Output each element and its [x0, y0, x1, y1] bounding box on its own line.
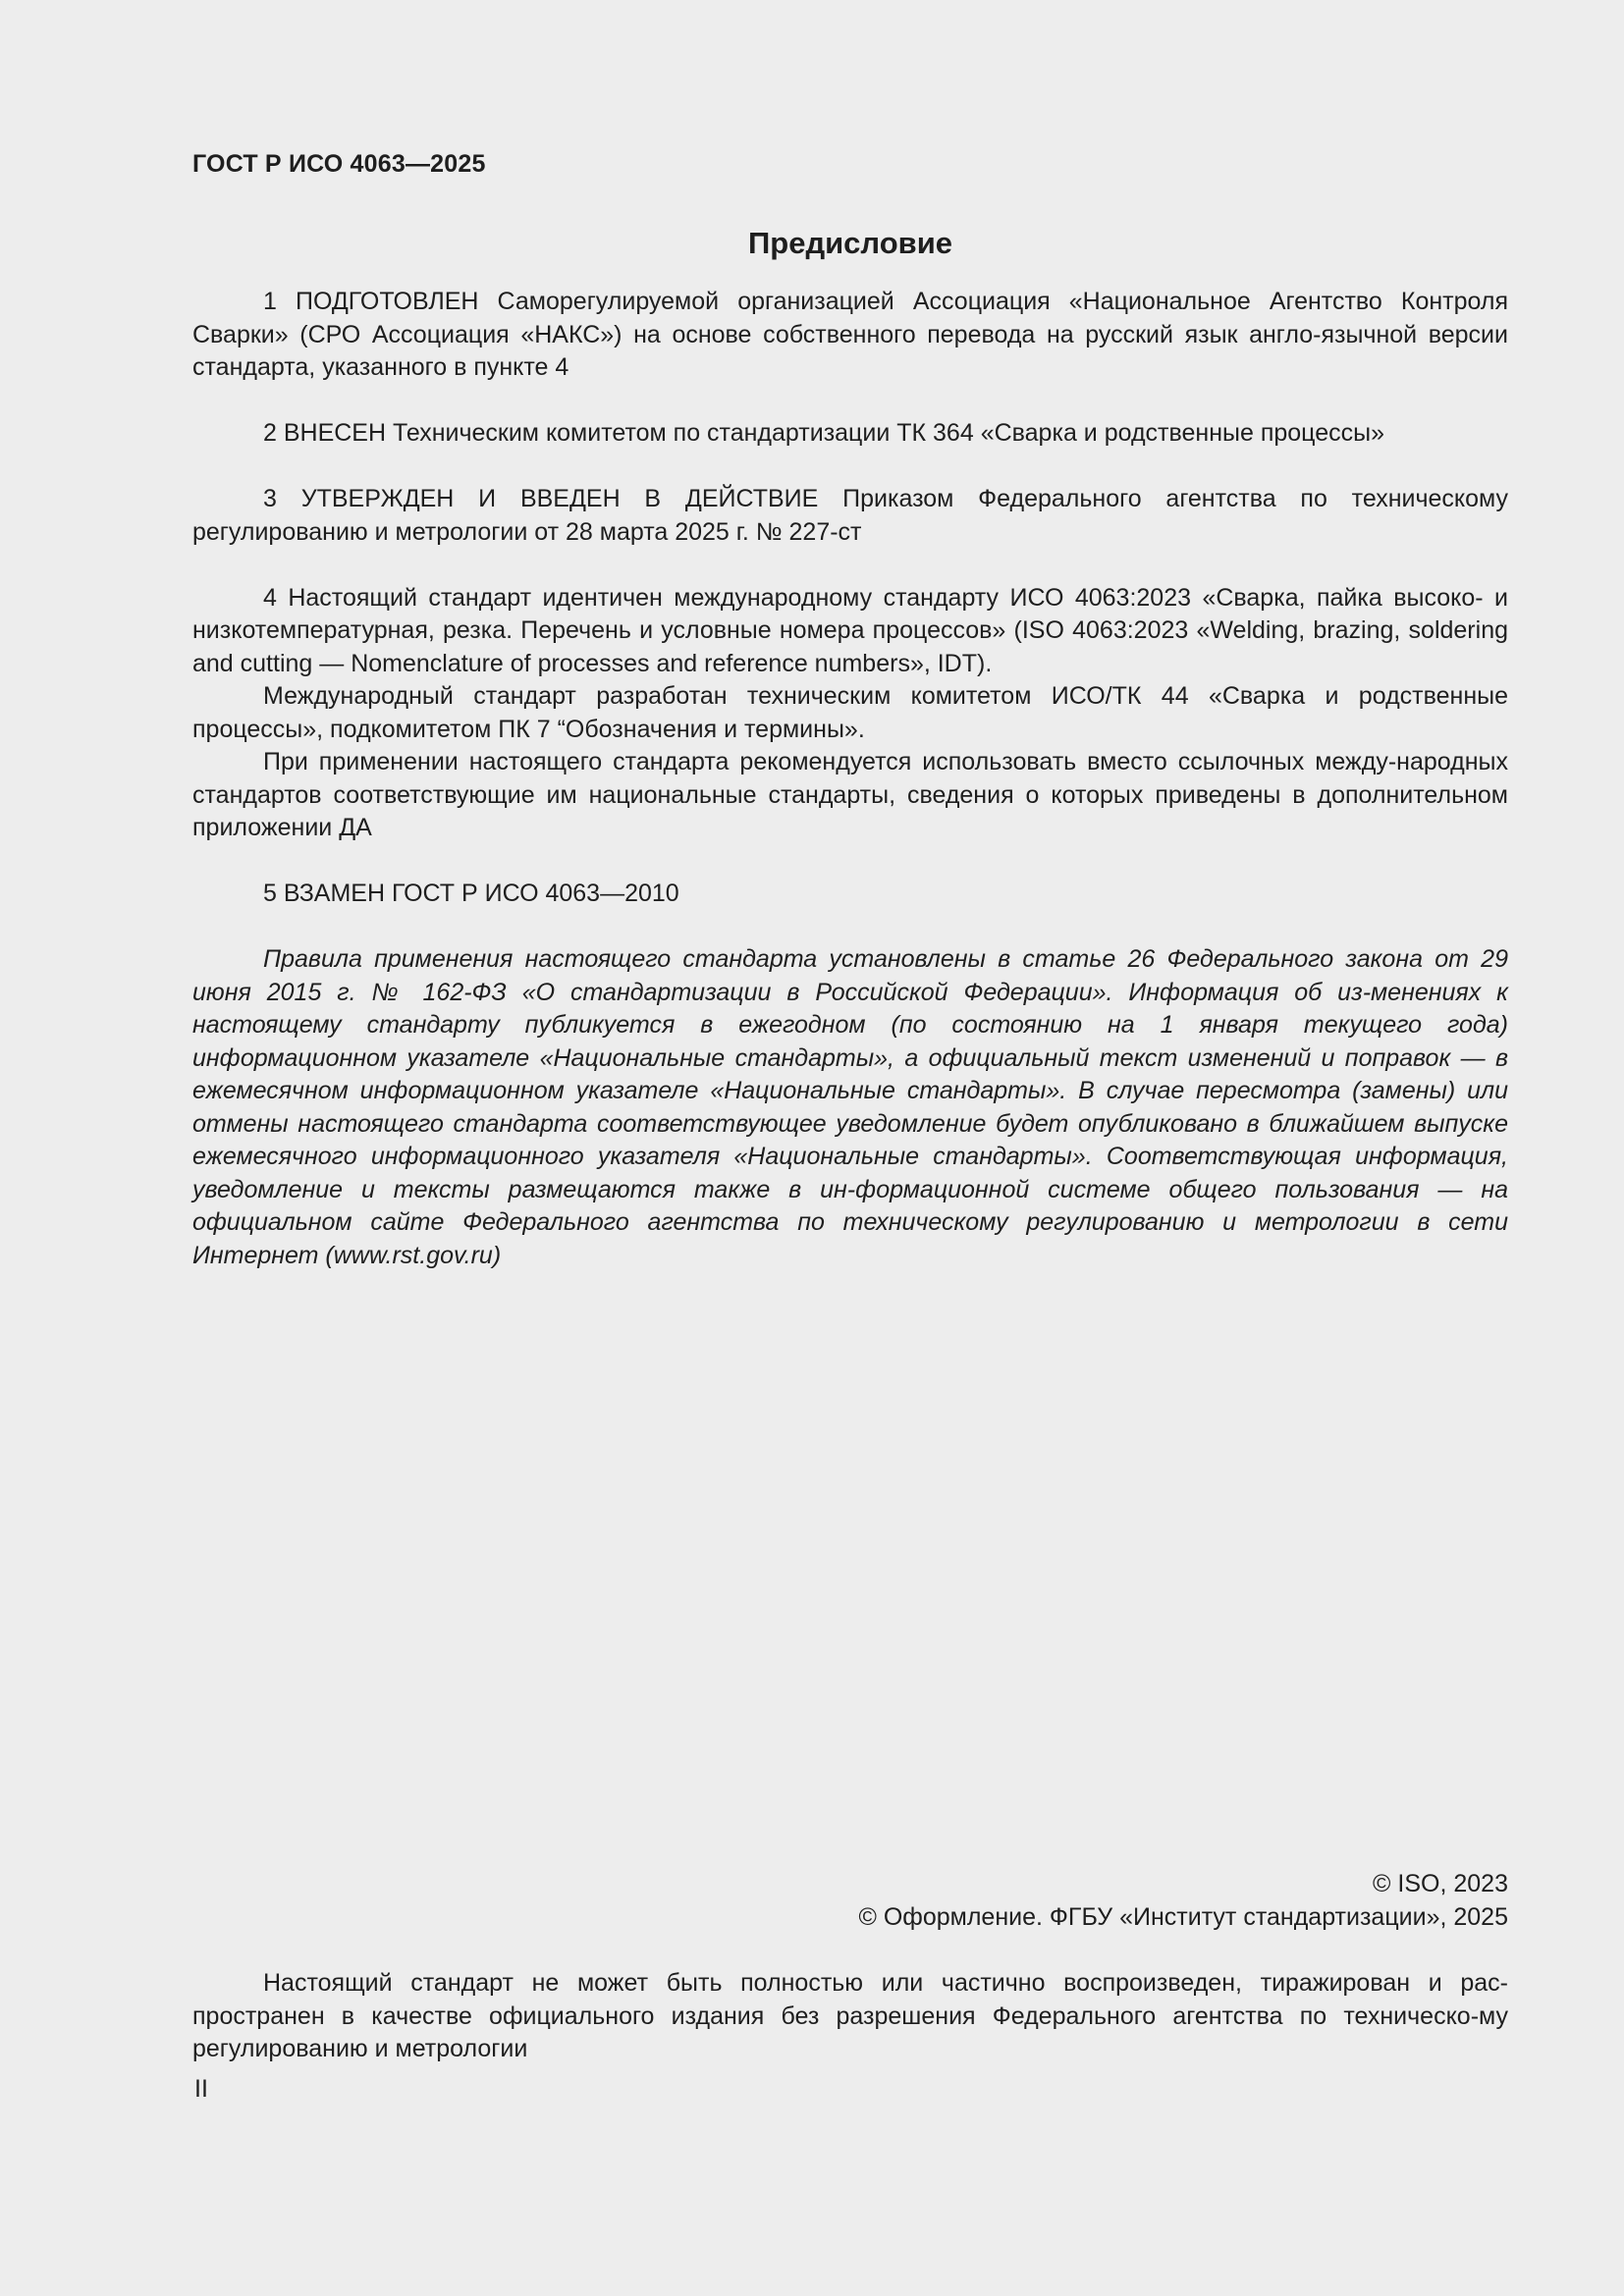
reproduction-notice [192, 1967, 1508, 2066]
foreword-body [192, 286, 1508, 1272]
page-number: II [194, 2075, 208, 2103]
copyright-design: © Оформление. ФГБУ «Институт стандартизации», 2025 [858, 1902, 1508, 1931]
document-header: ГОСТ Р ИСО 4063—2025 [192, 150, 486, 178]
copyright-iso: © ISO, 2023 [1373, 1870, 1508, 1897]
paragraph-approved: 3 УТВЕРЖДЕН И ВВЕДЕН В ДЕЙСТВИЕ Приказом Федерального агентства по техническому регулированию и метрологии от 28 марта 2025 г. № 227-ст [192, 485, 1508, 546]
paragraph-prepared: 1 ПОДГОТОВЛЕН Саморегулируемой организацией Ассоциация «Национальное Агентство Контроля Сварки» (СРО Ассоциация «НАКС») на основе собственного перевода на русский язык англо-язычной версии стандарта, указанного в пункте 4 [192, 288, 1508, 381]
paragraph-introduced: 2 ВНЕСЕН Техническим комитетом по стандартизации ТК 364 «Сварка и родственные процессы» [263, 419, 1384, 447]
paragraph-identical: 4 Настоящий стандарт идентичен международному стандарту ИСО 4063:2023 «Сварка, пайка высоко- и низкотемпературная, резка. Перечень и условные номера процессов» (ISO 4063:2023 «Welding, brazing, soldering and cutting — Nomenclature of processes and reference numbers», IDT). [192, 583, 1508, 677]
paragraph-developed-by: Международный стандарт разработан техническим комитетом ИСО/ТК 44 «Сварка и родственные процессы», подкомитетом ПК 7 “Обозначения и термины». [192, 682, 1508, 743]
paragraph-references: При применении настоящего стандарта рекомендуется использовать вместо ссылочных между-народных стандартов соответствующие им национальные стандарты, сведения о которых приведены в дополнительном приложении ДА [192, 748, 1508, 841]
copyright-block [192, 1868, 1508, 1934]
paragraph-rules: Правила применения настоящего стандарта установлены в статье 26 Федерального закона от 29 июня 2015 г. № 162-ФЗ «О стандартизации в Российской Федерации». Информация об из-менениях к настоящему стандарту публикуется в ежегодном (по состоянию на 1 января текущего года) информационном указателе «Национальные стандарты», а официальный текст изменений и поправок — в ежемесячном информационном указателе «Национальные стандарты». В случае пересмотра (замены) или отмены настоящего стандарта соответствующее уведомление будет опубликовано в ближайшем выпуске ежемесячного информационного указателя «Национальные стандарты». Соответствующая информация, уведомление и тексты размещаются также в ин-формационной системе общего пользования — на официальном сайте Федерального агентства по техническому регулированию и метрологии в сети Интернет (www.rst.gov.ru) [192, 945, 1508, 1269]
paragraph-replaces: 5 ВЗАМЕН ГОСТ Р ИСО 4063—2010 [263, 880, 679, 907]
section-title: Предисловие [747, 226, 952, 260]
notice-text: Настоящий стандарт не может быть полностью или частично воспроизведен, тиражирован и рас-пространен в качестве официального издания без разрешения Федерального агентства по техническо-му регулированию и метрологии [192, 1969, 1508, 2062]
